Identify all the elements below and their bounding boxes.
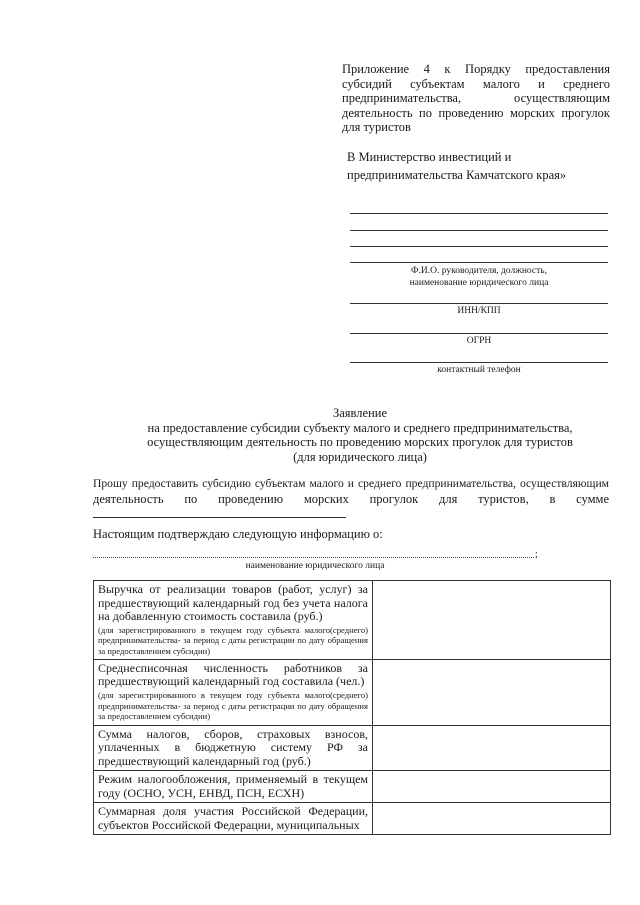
row-note: (для зарегистрированного в текущем году субъекта малого(среднего) предпринимательства- за период с даты регистрации по дату обращения за предоставлением субсидии) (98, 689, 368, 722)
request-line: деятельность по проведению морских прогулок для туристов, в сумме (93, 491, 609, 506)
addressee (347, 148, 612, 184)
phone-caption: контактный телефон (437, 365, 521, 375)
ogrn-caption: ОГРН (466, 336, 492, 346)
annex-line: для туристов (342, 120, 411, 134)
blank-line[interactable] (350, 246, 608, 247)
entity-name-caption: наименование юридического лица (245, 561, 385, 571)
blank-line[interactable] (350, 213, 608, 214)
table-cell-label (94, 725, 373, 771)
table-cell-label (94, 581, 373, 660)
addressee-line: предпринимательства Камчатского края» (347, 168, 567, 182)
table-row (94, 725, 611, 771)
table-cell-value[interactable] (373, 803, 611, 835)
document-title (100, 406, 620, 464)
confirm-text: Настоящим подтверждаю следующую информацию о: (93, 527, 383, 541)
blank-line[interactable] (350, 333, 608, 334)
title-line: на предоставление субсидии субъекту малого и среднего предпринимательства, (147, 420, 573, 435)
row-label: Суммарная доля участия Российской Федерации, субъектов Российской Федерации, муниципальных (98, 804, 368, 832)
blank-line[interactable] (350, 362, 608, 363)
title-line: (для юридического лица) (293, 449, 427, 464)
info-table (93, 580, 611, 835)
request-paragraph (93, 477, 609, 506)
table-cell-value[interactable] (373, 659, 611, 725)
title-heading: Заявление (332, 406, 387, 420)
table-cell-value[interactable] (373, 581, 611, 660)
table-cell-label (94, 803, 373, 835)
table-row (94, 659, 611, 725)
inn-caption: ИНН/КПП (457, 306, 501, 316)
table-cell-value[interactable] (373, 771, 611, 803)
table-cell-label (94, 659, 373, 725)
addressee-line: В Министерство инвестиций и (347, 150, 512, 164)
blank-line[interactable] (350, 262, 608, 263)
annex-line: деятельность по проведению морских прогулок (342, 105, 610, 120)
semicolon: ; (535, 549, 538, 560)
blank-line[interactable] (350, 303, 608, 304)
title-line: осуществляющим деятельность по проведению морских прогулок для туристов (147, 435, 573, 449)
fio-caption-line: Ф.И.О. руководителя, должность, (411, 266, 547, 276)
fio-caption-line: наименование юридического лица (409, 278, 549, 288)
table-cell-value[interactable] (373, 725, 611, 771)
row-label: Сумма налогов, сборов, страховых взносов, уплаченных в бюджетную систему РФ за предшествующий календарный год (руб.) (98, 726, 368, 768)
row-label: Выручка от реализации товаров (работ, услуг) за предшествующий календарный год без учета налога на добавленную стоимость составила (руб.) (98, 582, 368, 623)
entity-name-blank-line[interactable] (93, 557, 534, 558)
row-label: Режим налогообложения, применяемый в текущем году (ОСНО, УСН, ЕНВД, ПСН, ЕСХН) (98, 772, 368, 800)
table-cell-label (94, 771, 373, 803)
annex-header (342, 62, 610, 135)
annex-line: предпринимательства, осуществляющим (342, 91, 610, 105)
table-row (94, 581, 611, 660)
blank-line[interactable] (350, 230, 608, 231)
fio-caption (350, 265, 608, 289)
request-line: Прошу предоставить субсидию субъектам малого и среднего предпринимательства, осуществляющим (93, 477, 609, 490)
table-row (94, 771, 611, 803)
row-label: Среднесписочная численность работников за предшествующий календарный год составила (чел.) (98, 660, 368, 689)
row-note: (для зарегистрированного в текущем году субъекта малого(среднего) предпринимательства- за период с даты регистрации по дату обращения за предоставлением субсидии) (98, 624, 368, 657)
annex-line: субсидий субъектам малого и среднего (342, 76, 610, 91)
annex-line: Приложение 4 к Порядку предоставления (342, 62, 610, 76)
amount-blank-line[interactable] (93, 517, 346, 518)
table-row (94, 803, 611, 835)
